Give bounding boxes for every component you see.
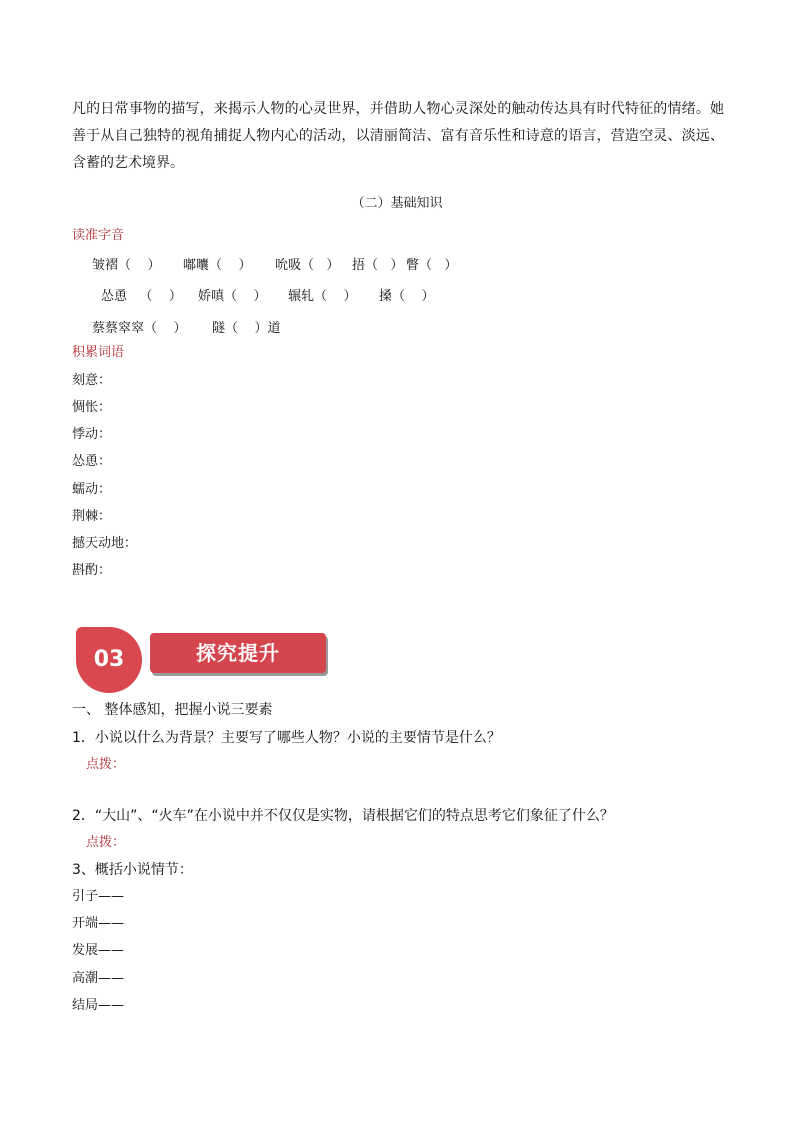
pinyin-item: 嘟囔（ ）	[183, 258, 252, 273]
pinyin-item: 怂恿 （ ）	[101, 289, 182, 304]
vocab-item: 惆怅：	[72, 400, 112, 415]
part-one-heading: 一、 整体感知，把握小说三要素	[72, 702, 273, 718]
vocab-item: 斟酌：	[72, 563, 112, 578]
intro-paragraph: 凡的日常事物的描写，来揭示人物的心灵世界，并借助人物心灵深处的触动传达具有时代特征的情绪。她善于从自己独特的视角捕捉人物内心的活动，以清丽简洁、富有音乐性和诗意的语言，营造空灵、淡远、含蓄的艺术境界。	[72, 101, 724, 171]
vocab-item: 刻意：	[72, 373, 112, 388]
pinyin-item: 蔡蔡窣窣（ ）	[92, 321, 187, 336]
vocab-label: 积累词语	[72, 345, 125, 360]
pinyin-item: 皱褶（ ）	[92, 258, 161, 273]
question-2: 2．“大山”、“火车”在小说中并不仅仅是实物，请根据它们的特点思考它们象征了什么？	[72, 808, 614, 824]
plot-item: 引子——	[72, 889, 125, 904]
basics-heading: （二）基础知识	[351, 196, 443, 211]
pinyin-item: 搡（ ）	[379, 289, 435, 304]
plot-item: 开端——	[72, 916, 125, 931]
plot-item: 高潮——	[72, 971, 125, 986]
hint-2: 点拨：	[86, 835, 126, 850]
pinyin-item: 辗轧（ ）	[288, 289, 357, 304]
plot-item: 结局——	[72, 998, 125, 1013]
question-1: 1．小说以什么为背景？主要写了哪些人物？小说的主要情节是什么？	[72, 730, 501, 746]
pinyin-item: 捂（ ）	[352, 258, 404, 273]
section-number: 03	[93, 647, 125, 672]
plot-item: 发展——	[72, 943, 125, 958]
vocab-item: 撼天动地：	[72, 536, 138, 551]
question-3: 3、概括小说情节：	[72, 862, 193, 878]
vocab-item: 蠕动：	[72, 482, 112, 497]
pinyin-item: 隧（ ）道	[212, 321, 281, 336]
section-badge	[70, 625, 335, 695]
pinyin-item: 娇嗔（ ）	[198, 289, 267, 304]
hint-1: 点拨：	[86, 757, 126, 772]
vocab-item: 悸动：	[72, 427, 112, 442]
read-pronunciation-label: 读准字音	[72, 228, 125, 243]
pinyin-item: 瞥（ ）	[406, 258, 458, 273]
vocab-item: 荆棘：	[72, 509, 112, 524]
pinyin-item: 吮吸（ ）	[275, 258, 340, 273]
vocab-item: 怂恿：	[72, 454, 112, 469]
section-title: 探究提升	[196, 641, 280, 665]
